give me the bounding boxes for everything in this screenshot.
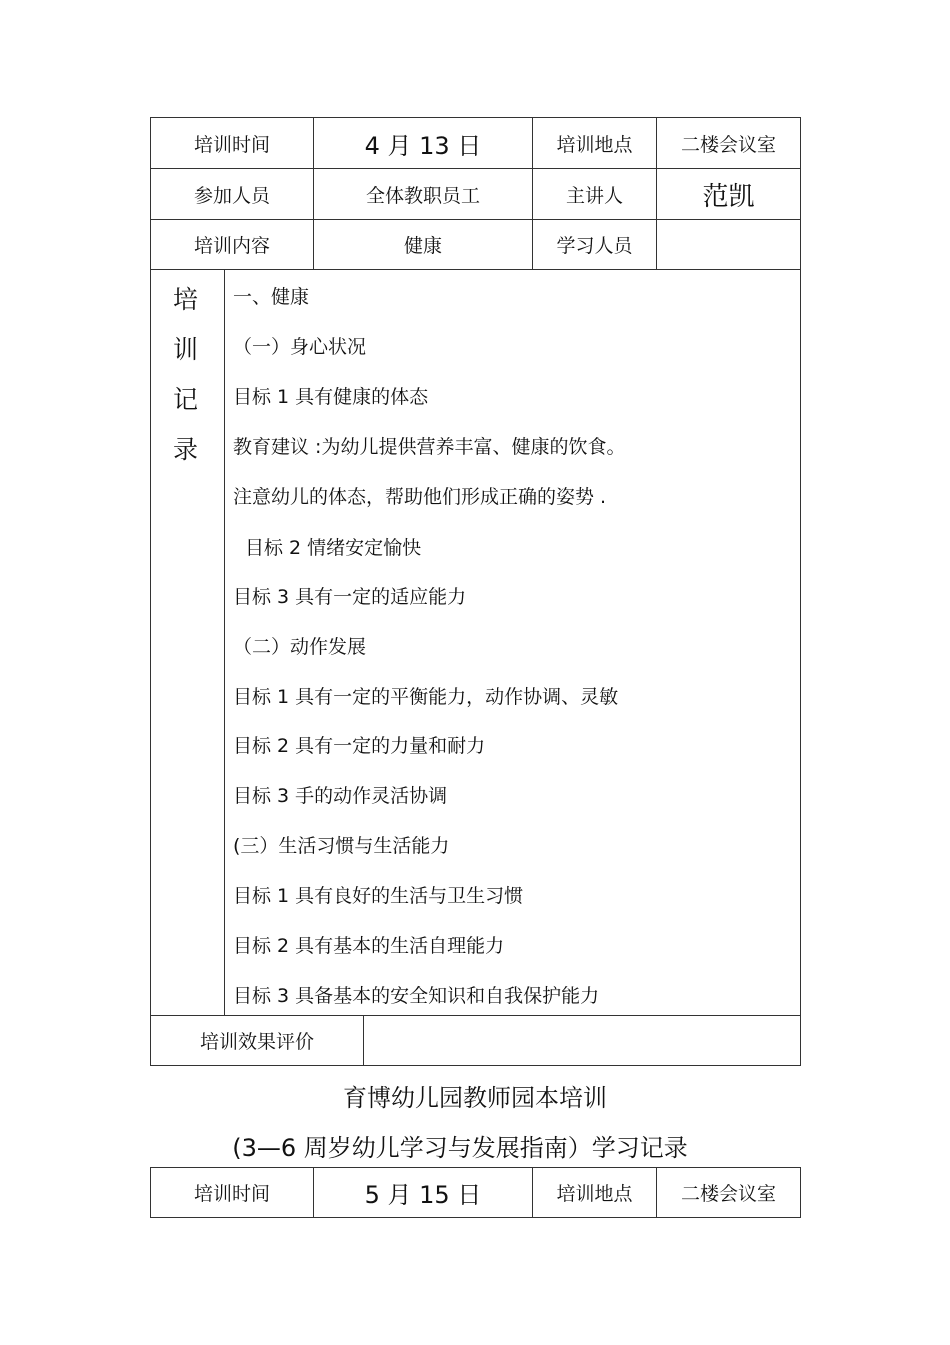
document-title: 育博幼儿园教师园本培训 <box>343 1084 607 1112</box>
evaluation-label: 培训效果评价 <box>151 1016 364 1065</box>
training-place-label: 培训地点 <box>533 1168 657 1217</box>
record-line: (三）生活习惯与生活能力 <box>233 835 450 857</box>
record-line: 一、健康 <box>233 286 310 308</box>
record-label-char: 训 <box>173 335 199 364</box>
record-label-char: 录 <box>173 435 199 464</box>
record-line: （一）身心状况 <box>233 336 367 358</box>
record-line: 目标 1 具有良好的生活与卫生习惯 <box>233 885 524 907</box>
record-label-char: 记 <box>173 385 199 414</box>
training-time-label: 培训时间 <box>151 1168 314 1217</box>
table-row <box>151 220 800 270</box>
speaker-label: 主讲人 <box>533 169 657 219</box>
training-record-table-1 <box>150 117 801 1066</box>
record-label <box>151 270 225 1015</box>
record-line: 教育建议 :为幼儿提供营养丰富、健康的饮食。 <box>233 436 626 458</box>
content-label: 培训内容 <box>151 220 314 269</box>
record-line: 目标 3 手的动作灵活协调 <box>233 785 448 807</box>
table-row <box>151 169 800 220</box>
record-line: 目标 1 具有健康的体态 <box>233 386 429 408</box>
attendees-label: 参加人员 <box>151 169 314 219</box>
content-value: 健康 <box>314 220 533 269</box>
record-line: 目标 1 具有一定的平衡能力，动作协调、灵敏 <box>233 686 619 708</box>
training-place-value: 二楼会议室 <box>680 133 776 156</box>
training-place-label: 培训地点 <box>533 118 657 168</box>
evaluation-row <box>151 1015 800 1065</box>
training-place-value: 二楼会议室 <box>680 1183 776 1205</box>
record-line: 目标 2 具有一定的力量和耐力 <box>233 735 486 757</box>
training-time-value: 5 月 15 日 <box>314 1168 533 1217</box>
record-line: 目标 3 具有一定的适应能力 <box>233 586 467 608</box>
record-line: 目标 2 具有基本的生活自理能力 <box>233 935 505 957</box>
learners-label: 学习人员 <box>533 220 657 269</box>
record-label-char: 培 <box>173 285 199 314</box>
attendees-value: 全体教职员工 <box>314 169 533 219</box>
table-row <box>151 118 800 169</box>
evaluation-value <box>364 1016 800 1065</box>
speaker-value: 范凯 <box>702 181 755 212</box>
learners-value <box>657 220 800 269</box>
document-subtitle: (3—6 周岁幼儿学习与发展指南）学习记录 <box>232 1134 688 1162</box>
training-time-label: 培训时间 <box>151 118 314 168</box>
record-line: 目标 3 具备基本的安全知识和自我保护能力 <box>233 985 600 1007</box>
record-line: 注意幼儿的体态，帮助他们形成正确的姿势 . <box>233 486 607 508</box>
record-line: 目标 2 情绪安定愉快 <box>245 537 422 559</box>
table-row <box>151 1168 800 1217</box>
training-time-value: 4 月 13 日 <box>314 118 533 168</box>
training-record-table-2 <box>150 1167 801 1218</box>
record-line: （二）动作发展 <box>233 636 367 658</box>
